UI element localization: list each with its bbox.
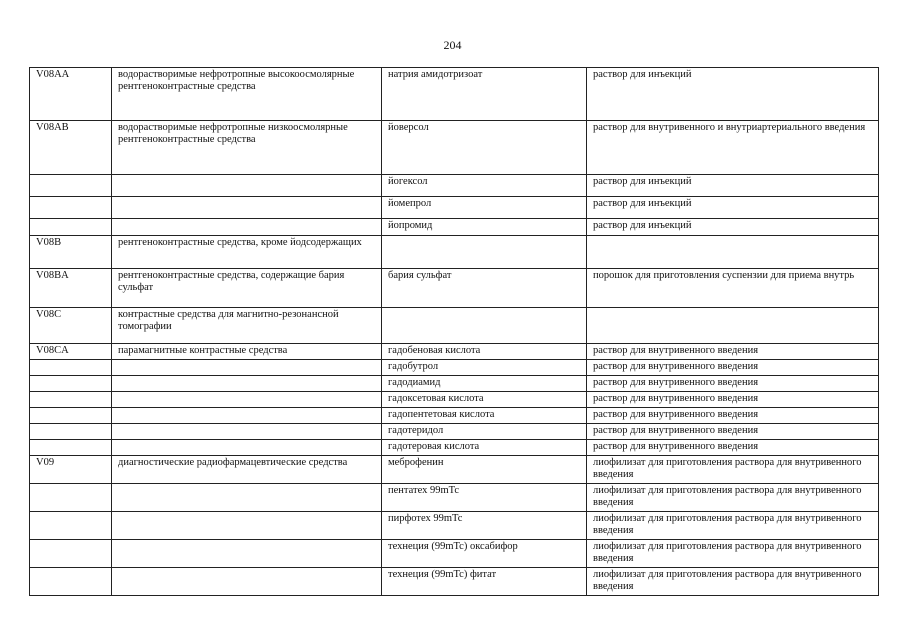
group-cell [112, 424, 382, 440]
atc-code-cell [30, 408, 112, 424]
drug-cell: пентатех 99mTc [382, 484, 587, 512]
form-cell: раствор для внутривенного введения [587, 408, 879, 424]
form-cell: лиофилизат для приготовления раствора для внутривенного введения [587, 540, 879, 568]
atc-code-cell [30, 360, 112, 376]
group-cell [112, 175, 382, 197]
drug-cell: технеция (99mTc) фитат [382, 568, 587, 596]
table-row [30, 360, 879, 376]
form-cell [587, 236, 879, 269]
table-row [30, 484, 879, 512]
drug-cell: гадобеновая кислота [382, 344, 587, 360]
table-row [30, 456, 879, 484]
drug-cell: йогексол [382, 175, 587, 197]
group-cell [112, 540, 382, 568]
table-row [30, 344, 879, 360]
atc-code-cell [30, 484, 112, 512]
form-cell: раствор для инъекций [587, 219, 879, 236]
drug-cell: натрия амидотризоат [382, 68, 587, 121]
table-row [30, 236, 879, 269]
form-cell: лиофилизат для приготовления раствора для внутривенного введения [587, 456, 879, 484]
table-row [30, 376, 879, 392]
atc-code-cell [30, 376, 112, 392]
form-cell: раствор для внутривенного введения [587, 392, 879, 408]
table-row [30, 392, 879, 408]
group-cell [112, 376, 382, 392]
atc-code-cell: V08AA [30, 68, 112, 121]
table-row [30, 424, 879, 440]
form-cell: раствор для инъекций [587, 175, 879, 197]
table-row [30, 308, 879, 344]
group-cell [112, 512, 382, 540]
table-row [30, 540, 879, 568]
group-cell [112, 197, 382, 219]
group-cell [112, 408, 382, 424]
form-cell: раствор для внутривенного введения [587, 440, 879, 456]
form-cell: раствор для внутривенного введения [587, 424, 879, 440]
form-cell: порошок для приготовления суспензии для приема внутрь [587, 269, 879, 308]
form-cell: лиофилизат для приготовления раствора для внутривенного введения [587, 568, 879, 596]
page-number: 204 [443, 38, 462, 52]
table-row [30, 512, 879, 540]
atc-code-cell: V09 [30, 456, 112, 484]
drug-cell [382, 308, 587, 344]
table-row [30, 175, 879, 197]
atc-code-cell: V08AB [30, 121, 112, 175]
drug-cell: гадотеридол [382, 424, 587, 440]
form-cell [587, 308, 879, 344]
group-cell [112, 219, 382, 236]
atc-code-cell [30, 568, 112, 596]
group-cell [112, 360, 382, 376]
table-row [30, 121, 879, 175]
table-row [30, 219, 879, 236]
drug-cell: пирфотех 99mTc [382, 512, 587, 540]
group-cell: парамагнитные контрастные средства [112, 344, 382, 360]
group-cell [112, 440, 382, 456]
group-cell: водорастворимые нефротропные низкоосмолярные рентгеноконтрастные средства [112, 121, 382, 175]
group-cell: диагностические радиофармацевтические средства [112, 456, 382, 484]
group-cell: рентгеноконтрастные средства, кроме йодсодержащих [112, 236, 382, 269]
drug-cell: меброфенин [382, 456, 587, 484]
group-cell [112, 392, 382, 408]
form-cell: лиофилизат для приготовления раствора для внутривенного введения [587, 512, 879, 540]
drug-cell: гадобутрол [382, 360, 587, 376]
medication-table [29, 67, 879, 596]
atc-code-cell [30, 219, 112, 236]
table-row [30, 568, 879, 596]
atc-code-cell [30, 440, 112, 456]
drug-cell: гадодиамид [382, 376, 587, 392]
atc-code-cell: V08BA [30, 269, 112, 308]
form-cell: раствор для внутривенного и внутриартериального введения [587, 121, 879, 175]
table-row [30, 440, 879, 456]
atc-code-cell [30, 540, 112, 568]
drug-cell: технеция (99mTc) оксабифор [382, 540, 587, 568]
drug-cell: гадотеровая кислота [382, 440, 587, 456]
drug-cell: йоверсол [382, 121, 587, 175]
table-row [30, 408, 879, 424]
group-cell: водорастворимые нефротропные высокоосмолярные рентгеноконтрастные средства [112, 68, 382, 121]
group-cell: рентгеноконтрастные средства, содержащие бария сульфат [112, 269, 382, 308]
form-cell: раствор для инъекций [587, 68, 879, 121]
table-row [30, 197, 879, 219]
table-row [30, 68, 879, 121]
atc-code-cell: V08C [30, 308, 112, 344]
drug-cell: бария сульфат [382, 269, 587, 308]
atc-code-cell [30, 392, 112, 408]
drug-cell: гадоксетовая кислота [382, 392, 587, 408]
form-cell: раствор для внутривенного введения [587, 376, 879, 392]
table-row [30, 269, 879, 308]
form-cell: лиофилизат для приготовления раствора для внутривенного введения [587, 484, 879, 512]
atc-code-cell [30, 512, 112, 540]
drug-cell: йопромид [382, 219, 587, 236]
form-cell: раствор для внутривенного введения [587, 360, 879, 376]
form-cell: раствор для инъекций [587, 197, 879, 219]
drug-cell: йомепрол [382, 197, 587, 219]
atc-code-cell [30, 424, 112, 440]
atc-code-cell: V08B [30, 236, 112, 269]
drug-cell [382, 236, 587, 269]
group-cell [112, 484, 382, 512]
atc-code-cell: V08CA [30, 344, 112, 360]
atc-code-cell [30, 197, 112, 219]
atc-code-cell [30, 175, 112, 197]
group-cell: контрастные средства для магнитно-резонансной томографии [112, 308, 382, 344]
group-cell [112, 568, 382, 596]
form-cell: раствор для внутривенного введения [587, 344, 879, 360]
drug-cell: гадопентетовая кислота [382, 408, 587, 424]
